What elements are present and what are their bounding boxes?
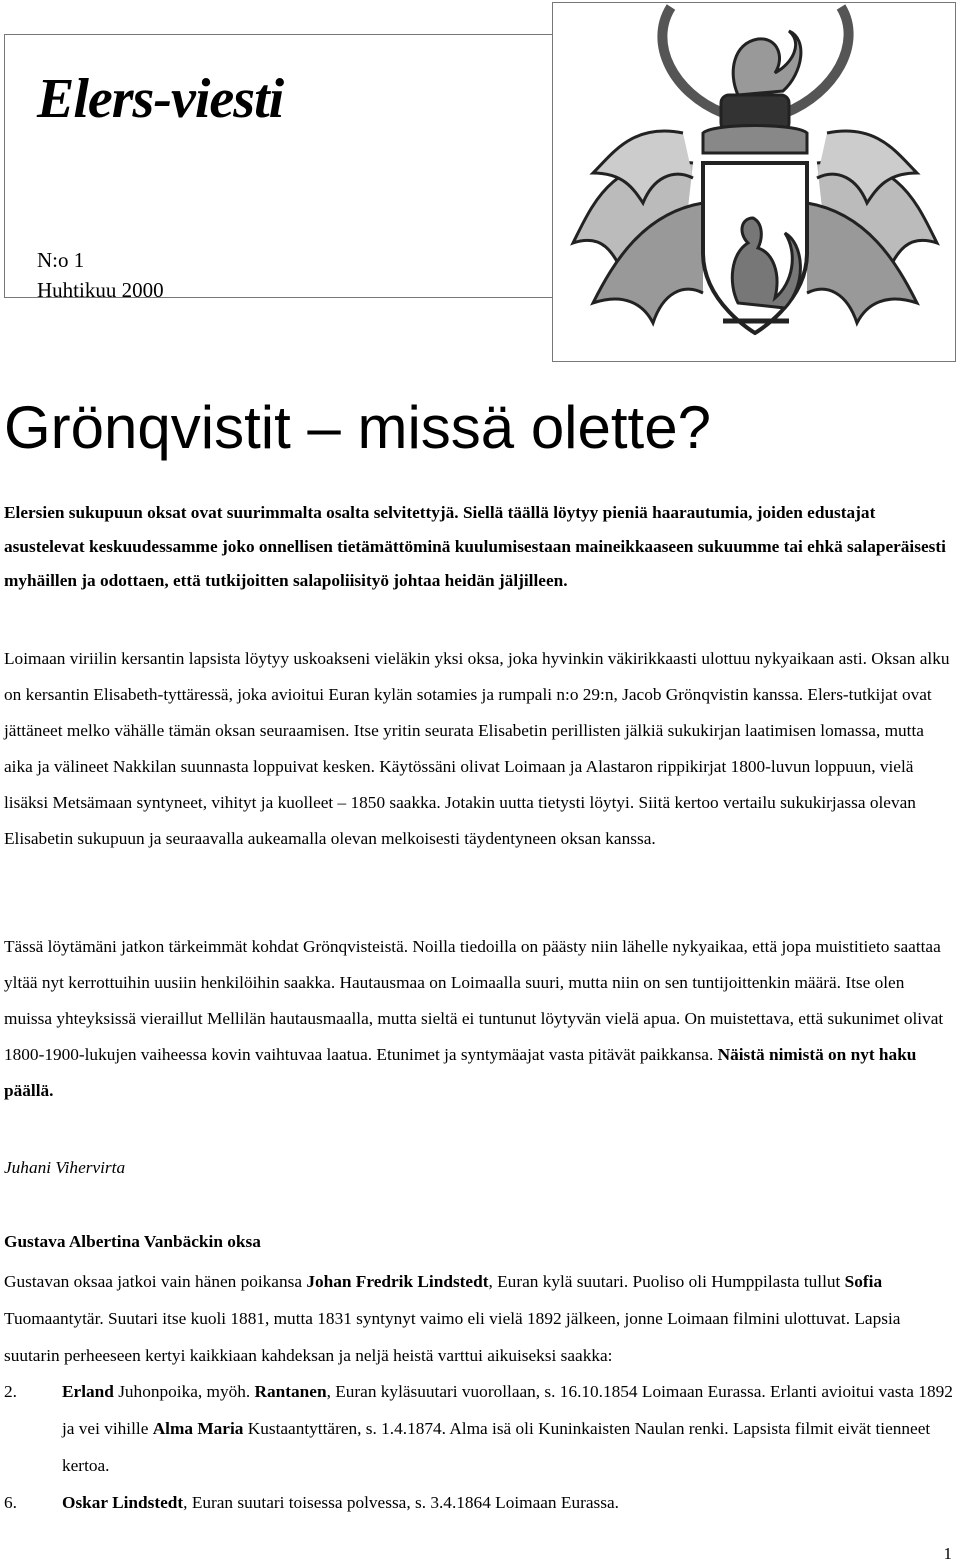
person-name: Sofia — [844, 1272, 883, 1291]
masthead-box — [4, 34, 578, 302]
coat-of-arms-box — [552, 2, 956, 362]
page-number: 1 — [943, 1544, 952, 1563]
section-intro: Gustavan oksaa jatkoi vain hänen poikansa Johan Fredrik Lindstedt, Euran kylä suutari. Puoliso oli Humppilasta tullut Sofia Tuomaantytär. Suutari itse kuoli 1881, mutta 1831 syntynyt vaimo eli vielä 1892 jälkeen, jonne Loimaan filmini ulottuvat. Lapsia suutarin perheeseen kertyi kaikkiaan kahdeksan ja neljä heistä varttui aikuiseksi saakka: — [4, 1272, 901, 1365]
article-paragraph — [4, 929, 956, 1109]
person-name: Erland — [62, 1382, 114, 1401]
issue-date: Huhtikuu 2000 — [37, 278, 164, 302]
article-paragraph: Loimaan viriilin kersantin lapsista löytyy uskoakseni vieläkin yksi oksa, joka hyvinkin väkirikkaasti ulottuu nykyaikaan asti. Oksan alku on kersantin Elisabeth-tyttäressä, joka avioitui Euran kylän sotamies ja rumpali n:o 29:n, Jacob Grönqvistin kanssa. Elers-tutkijat ovat jättäneet melko vähälle tämän oksan seuraamisen. Itse yritin seurata Elisabetin perillisten jälkiä sukukirjan laatimisen lomassa, mutta aika ja välineet Nakkilan suunnasta loppuivat kesken. Käytössäni olivat Loimaan ja Alastaron rippikirjat 1800-luvun loppuun, vielä lisäksi Metsämaan syntyneet, vihityt ja kuolleet – 1850 saakka. Jotakin uutta tietysti löytyi. Siitä kertoo vertailu sukukirjassa olevan Elisabetin sukupuun ja seuraavalla aukeamalla olevan melkoisesti täydentyneen oksan kanssa. — [4, 649, 950, 848]
list-number: 2. — [4, 1382, 17, 1401]
section-title: Gustava Albertina Vanbäckin oksa — [4, 1232, 261, 1251]
paragraph-emphasis: Näistä nimistä on nyt haku päällä. — [4, 1045, 917, 1100]
children-list — [4, 1373, 956, 1521]
coat-of-arms-squirrel-icon — [553, 3, 956, 362]
person-name: Alma Maria — [152, 1419, 244, 1438]
paragraph-text: Tässä löytämäni jatkon tärkeimmät kohdat Grönqvisteistä. Noilla tiedoilla on päästy niin lähelle nykyaikaa, että jopa muistitieto saattaa yltää nyt kerrottuihin uusiin henkilöihin saakka. Hautausmaa on Loimaalla suuri, mutta niin on sen tuntijoittenkin määrä. Itse olen muissa yhteyksissä vieraillut Mellilän hautausmaalla, mutta sieltä ei tuntunut löytyvän vielä apua. On muistettava, että sukunimet olivat 1800-1900-lukujen vaiheessa kovin vaihtuvaa laatua. Etunimet ja syntymäajat vasta pitävät paikkansa. — [4, 937, 944, 1064]
issue-info — [37, 245, 164, 305]
list-item: 6. Oskar Lindstedt, Euran suutari toisessa polvessa, s. 3.4.1864 Loimaan Eurassa. — [4, 1484, 956, 1521]
person-name: Rantanen — [254, 1382, 327, 1401]
issue-number: N:o 1 — [37, 248, 85, 272]
list-number: 6. — [4, 1493, 17, 1512]
article-lead: Elersien sukupuun oksat ovat suurimmalta osalta selvitettyjä. Siellä täällä löytyy pieniä haarautumia, joiden edustajat asustelevat keskuudessamme joko onnellisen tietämättöminä kuulumisestaan maineikkaaseen sukuumme tai ehkä salaperäisesti myhäillen ja odottaen, että tutkijoitten salapoliisityö johtaa heidän jäljilleen. — [4, 503, 946, 590]
person-name: Oskar Lindstedt — [62, 1493, 184, 1512]
article-headline: Grönqvistit – missä olette? — [4, 394, 711, 461]
list-item: 2. Erland Juhonpoika, myöh. Rantanen, Euran kyläsuutari vuorollaan, s. 16.10.1854 Loimaan Eurassa. Erlanti avioitui vasta 1892 ja vei vihille Alma Maria Kustaantyttären, s. 1.4.1874. Alma isä oli Kuninkaisten Naulan renki. Lapsista filmit eivät tienneet kertoa. — [4, 1373, 956, 1484]
masthead-title: Elers-viesti — [37, 68, 284, 130]
person-name: Johan Fredrik Lindstedt — [306, 1272, 489, 1291]
author-signature: Juhani Vihervirta — [4, 1158, 126, 1177]
